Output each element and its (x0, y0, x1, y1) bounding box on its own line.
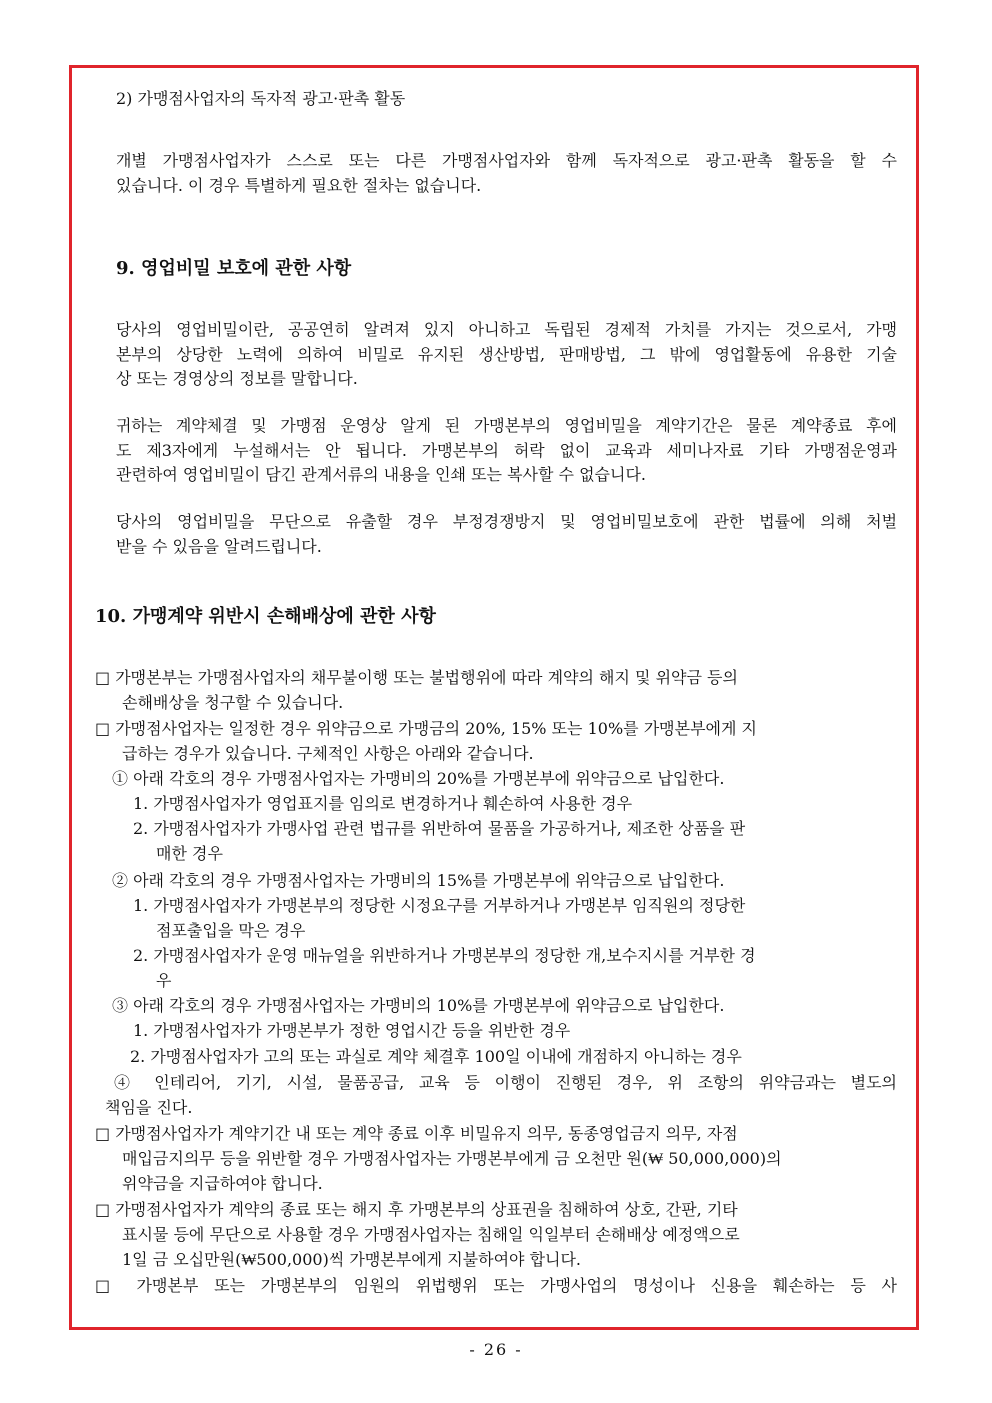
subsection-heading: 2) 가맹점사업자의 독자적 광고·판촉 활동 (116, 89, 406, 108)
sub-item: 2. 가맹점사업자가 고의 또는 과실로 계약 체결후 100일 이내에 개점하지 아니하는 경우 (130, 1047, 742, 1066)
bullet-item: □ 가맹점사업자가 계약기간 내 또는 계약 종료 이후 비밀유지 의무, 동종영업금지 의무, 자점 (95, 1124, 738, 1143)
bullet-continuation: 표시물 등에 무단으로 사용할 경우 가맹점사업자는 침해일 익일부터 손해배상 예정액으로 (122, 1225, 740, 1244)
clause-continuation: 책임을 진다. (105, 1098, 193, 1117)
clause-item: ② 아래 각호의 경우 가맹점사업자는 가맹비의 15%를 가맹본부에 위약금으로 납입한다. (112, 871, 725, 890)
paragraph-line: 있습니다. 이 경우 특별하게 필요한 절차는 없습니다. (116, 176, 482, 195)
paragraph-line: 도 제3자에게 누설해서는 안 됩니다. 가맹본부의 허락 없이 교육과 세미나자료 기타 가맹점운영과 (116, 441, 897, 460)
sub-item: 1. 가맹점사업자가 영업표지를 임의로 변경하거나 훼손하여 사용한 경우 (133, 794, 633, 813)
paragraph-line: 개별 가맹점사업자가 스스로 또는 다른 가맹점사업자와 함께 독자적으로 광고·판촉 활동을 할 수 (116, 151, 897, 170)
section-heading: 9. 영업비밀 보호에 관한 사항 (116, 258, 352, 279)
bullet-item: □ 가맹점사업자가 계약의 종료 또는 해지 후 가맹본부의 상표권을 침해하여 상호, 간판, 기타 (95, 1200, 738, 1219)
bullet-continuation: 매입금지의무 등을 위반할 경우 가맹점사업자는 가맹본부에게 금 오천만 원(₩ 50,000,000)의 (122, 1149, 782, 1168)
bullet-continuation: 위약금을 지급하여야 합니다. (122, 1174, 323, 1193)
sub-item-continuation: 매한 경우 (156, 844, 223, 863)
sub-item: 1. 가맹점사업자가 가맹본부가 정한 영업시간 등을 위반한 경우 (133, 1021, 571, 1040)
sub-item: 2. 가맹점사업자가 가맹사업 관련 법규를 위반하여 물품을 가공하거나, 제조한 상품을 판 (133, 819, 746, 838)
bullet-continuation: 급하는 경우가 있습니다. 구체적인 사항은 아래와 같습니다. (122, 744, 534, 763)
bullet-item: □ 가맹본부는 가맹점사업자의 채무불이행 또는 불법행위에 따라 계약의 해지 및 위약금 등의 (95, 668, 738, 687)
paragraph-line: 관련하여 영업비밀이 담긴 관계서류의 내용을 인쇄 또는 복사할 수 없습니다. (116, 465, 646, 484)
sub-item: 2. 가맹점사업자가 운영 매뉴얼을 위반하거나 가맹본부의 정당한 개,보수지시를 거부한 경 (133, 946, 756, 965)
bullet-continuation: 손해배상을 청구할 수 있습니다. (122, 693, 344, 712)
sub-item: 1. 가맹점사업자가 가맹본부의 정당한 시정요구를 거부하거나 가맹본부 임직원의 정당한 (133, 896, 746, 915)
paragraph-line: 당사의 영업비밀이란, 공공연히 알려져 있지 아니하고 독립된 경제적 가치를 가지는 것으로서, 가맹 (116, 320, 897, 339)
paragraph-line: 당사의 영업비밀을 무단으로 유출할 경우 부정경쟁방지 및 영업비밀보호에 관한 법률에 의해 처벌 (116, 512, 897, 531)
bullet-item: □ 가맹본부 또는 가맹본부의 임원의 위법행위 또는 가맹사업의 명성이나 신용을 훼손하는 등 사 (95, 1276, 897, 1295)
section-heading: 10. 가맹계약 위반시 손해배상에 관한 사항 (95, 606, 436, 627)
clause-item: ① 아래 각호의 경우 가맹점사업자는 가맹비의 20%를 가맹본부에 위약금으로 납입한다. (112, 769, 725, 788)
page-number: - 26 - (469, 1340, 523, 1359)
sub-item-continuation: 우 (156, 971, 172, 990)
bullet-item: □ 가맹점사업자는 일정한 경우 위약금으로 가맹금의 20%, 15% 또는 10%를 가맹본부에게 지 (95, 719, 757, 738)
paragraph-line: 귀하는 계약체결 및 가맹점 운영상 알게 된 가맹본부의 영업비밀을 계약기간은 물론 계약종료 후에 (116, 416, 897, 435)
paragraph-line: 본부의 상당한 노력에 의하여 비밀로 유지된 생산방법, 판매방법, 그 밖에 영업활동에 유용한 기술 (116, 345, 897, 364)
bullet-continuation: 1일 금 오십만원(₩500,000)씩 가맹본부에게 지불하여야 합니다. (122, 1250, 582, 1269)
clause-item: ③ 아래 각호의 경우 가맹점사업자는 가맹비의 10%를 가맹본부에 위약금으로 납입한다. (112, 996, 725, 1015)
sub-item-continuation: 점포출입을 막은 경우 (156, 921, 306, 940)
paragraph-line: 상 또는 경영상의 정보를 말합니다. (116, 369, 358, 388)
paragraph-line: 받을 수 있음을 알려드립니다. (116, 537, 322, 556)
clause-item: ④ 인테리어, 기기, 시설, 물품공급, 교육 등 이행이 진행된 경우, 위 조항의 위약금과는 별도의 (114, 1073, 897, 1092)
